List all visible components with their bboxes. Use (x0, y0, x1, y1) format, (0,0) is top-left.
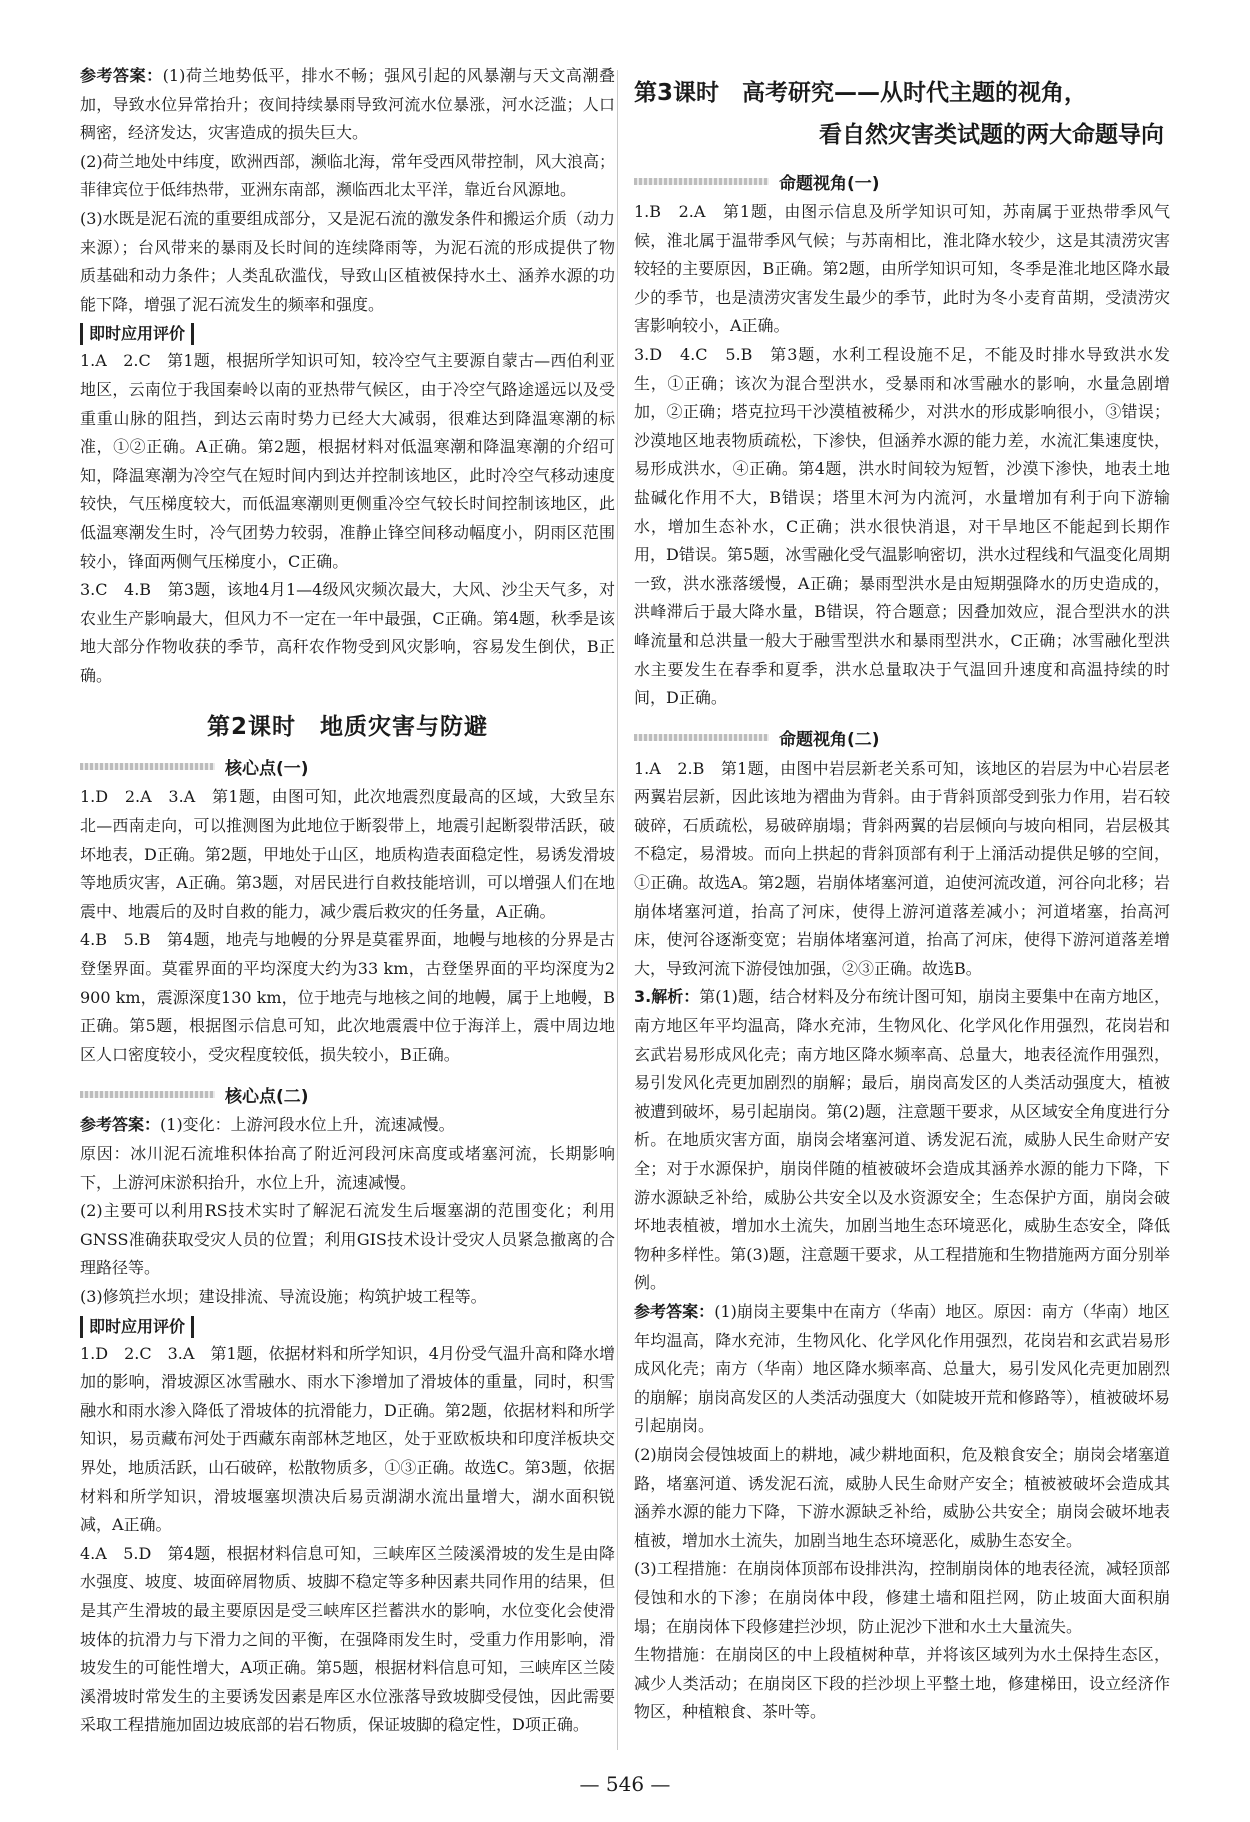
lesson-title: 第3课时 高考研究——从时代主题的视角， 看自然灾害类试题的两大命题导向 (634, 80, 1164, 148)
left-column (80, 62, 615, 1740)
right-column (634, 62, 1170, 1727)
answer-paragraph: 生物措施：在崩岗区的中上段植树种草，并将该区域列为水土保持生态区，减少人类活动；在崩岗区下段的拦沙坝上平整土地，修建梯田，设立经济作物区，种植粮食、茶叶等。 (634, 1645, 1170, 1722)
answer-paragraph: (2)崩岗会侵蚀坡面上的耕地，减少耕地面积，危及粮食安全；崩岗会堵塞道路，堵塞河道、诱发泥石流，威胁人民生命财产安全；植被被破坏会造成其涵养水源的能力下降，下游水源缺乏补给，威胁公共安全；崩岗会破坏地表植被，增加水土流失，加剧当地生态环境恶化，威胁生态安全。 (634, 1444, 1170, 1550)
analysis-paragraph: 3.解析：第(1)题，结合材料及分布统计图可知，崩岗主要集中在南方地区，南方地区年平均温高，降水充沛，生物风化、化学风化作用强烈，花岗岩和玄武岩易形成风化壳；南方地区降水频率高、总量大，地表径流作用强烈，易引发风化壳更加剧烈的崩解；最后，崩岗高发区的人类活动强度大，植被被遭到破坏，易引起崩岗。第(2)题，注意题干要求，从区域安全角度进行分析。在地质灾害方面，崩岗会堵塞河道、诱发泥石流，威胁人民生命财产安全；对于水源保护，崩岗伴随的植被破坏会造成其涵养水源的能力下降，下游水源缺乏补给，威胁公共安全以及水资源安全；生态保护方面，崩岗会破坏地表植被，增加水土流失，加剧当地生态环境恶化，威胁生态安全，降低物种多样性。第(3)题，注意题干要求，从工程措施和生物措施两方面分别举例。 (634, 987, 1170, 1293)
answer-paragraph: 参考答案：(1)变化：上游河段水位上升，流速减慢。 (80, 1115, 455, 1135)
section-label-eval: 即时应用评价 (80, 1316, 194, 1338)
core-paragraph: 1.D 2.A 3.A 第1题，由图可知，此次地震烈度最高的区域，大致呈东北—西南走向，可以推测图为此地位于断裂带上，地震引起断裂带活跃，破坏地表，D正确。第2题，甲地处于山区，地质构造表面稳定性，易诱发滑坡等地质灾害，A正确。第3题，对居民进行自救技能培训，可以增强人们在地震中、地震后的及时自救的能力，减少震后救灾的任务量，A正确。 (80, 787, 616, 921)
answer-paragraph: (2)荷兰地处中纬度，欧洲西部，濒临北海，常年受西风带控制，风大浪高；菲律宾位于低纬热带，亚洲东南部，濒临西北太平洋，靠近台风源地。 (80, 151, 615, 200)
heading-stripe (80, 1091, 215, 1098)
section-heading: 命题视角(二) (634, 725, 1170, 751)
answer-paragraph: (3)修筑拦水坝；建设排流、导流设施；构筑护坡工程等。 (80, 1286, 487, 1306)
heading-stripe (634, 734, 769, 741)
answer-paragraph: (3)水既是泥石流的重要组成部分，又是泥石流的激发条件和搬运介质（动力来源）；台风带来的暴雨及长时间的连续降雨等，为泥石流的形成提供了物质基础和动力条件；人类乱砍滥伐，导致山区植被保持水土、涵养水源的功能下降，增强了泥石流发生的频率和强度。 (80, 208, 615, 314)
answer-paragraph: 参考答案：(1)荷兰地势低平，排水不畅；强风引起的风暴潮与天文高潮叠加，导致水位异常抬升；夜间持续暴雨导致河流水位暴涨，河水泛滥；人口稠密，经济发达，灾害造成的损失巨大。 (80, 66, 615, 143)
core-paragraph: 4.B 5.B 第4题，地壳与地幔的分界是莫霍界面，地幔与地核的分界是古登堡界面。莫霍界面的平均深度大约为33 km，古登堡界面的平均深度为2 900 km，震源深度130 km，位于地壳与地核之间的地幔，属于上地幔，B正确。第5题，根据图示信息可知，此次地震震中位于海洋上，震中周边地区人口密度较小，受灾程度较低，损失较小，B正确。 (80, 930, 615, 1064)
heading-stripe (634, 178, 769, 185)
view-paragraph: 1.B 2.A 第1题，由图示信息及所学知识可知，苏南属于亚热带季风气候，淮北属于温带季风气候；与苏南相比，淮北降水较少，这是其渍涝灾害较轻的主要原因，B正确。第2题，由所学知识可知，冬季是淮北地区降水最少的季节，也是渍涝灾害发生最少的季节，此时为冬小麦育苗期，受渍涝灾害影响较小，A正确。 (634, 202, 1170, 336)
eval-paragraph: 1.D 2.C 3.A 第1题，依据材料和所学知识，4月份受气温升高和降水增加的影响，滑坡源区冰雪融水、雨水下渗增加了滑坡体的重量，同时，积雪融水和雨水渗入降低了滑坡体的抗滑能力，D正确。第2题，依据材料和所学知识，易贡藏布河处于西藏东南部林芝地区，处于亚欧板块和印度洋板块交界处，地质活跃，山石破碎，松散物质多，①③正确。故选C。第3题，依据材料和所学知识，滑坡堰塞坝溃决后易贡湖湖水流出量增大，湖水面积锐减，A正确。 (80, 1343, 616, 1535)
lesson-title: 第2课时 地质灾害与防避 (206, 714, 488, 741)
answer-paragraph: (3)工程措施：在崩岗体顶部布设排洪沟，控制崩岗体的地表径流，减轻顶部侵蚀和水的下渗；在崩岗体中段，修建土墙和阻拦网，防止坡面大面积崩塌；在崩岗体下段修建拦沙坝，防止泥沙下泄和水土大量流失。 (634, 1559, 1170, 1636)
section-heading: 核心点(一) (80, 753, 615, 779)
view-paragraph: 1.A 2.B 第1题，由图中岩层新老关系可知，该地区的岩层为中心岩层老两翼岩层新，因此该地为褶曲为背斜。由于背斜顶部受到张力作用，岩石较破碎，石质疏松，易破碎崩塌；背斜两翼的岩层倾向与坡向相同，岩层极其不稳定，易滑坡。而向上拱起的背斜顶部有利于上涌活动提供足够的空间，①正确。故选A。第2题，岩崩体堵塞河道，迫使河流改道，河谷向北移；岩崩体堵塞河道，抬高了河床，使得上游河道落差减小；河道堵塞，抬高河床，使河谷逐渐变宽；岩崩体堵塞河道，抬高了河床，使得下游河道落差增大，导致河流下游侵蚀加强，②③正确。故选B。 (634, 758, 1170, 978)
view-paragraph: 3.D 4.C 5.B 第3题，水利工程设施不足，不能及时排水导致洪水发生，①正确；该次为混合型洪水，受暴雨和冰雪融水的影响，水量急剧增加，②正确；塔克拉玛干沙漠植被稀少，对洪水的形成影响很小，③错误；沙漠地区地表物质疏松，下渗快，但涵养水源的能力差，水流汇集速度快，易形成洪水，④正确。第4题，洪水时间较为短暂，沙漠下渗快，地表土地盐碱化作用不大，B错误；塔里木河为内流河，水量增加有利于向下游输水，增加生态补水，C正确；洪水很快消退，对干旱地区不能起到长期作用，D错误。第5题，冰雪融化受气温影响密切，洪水过程线和气温变化周期一致，洪水涨落缓慢，A正确；暴雨型洪水是由短期强降水的历史造成的，洪峰滞后于最大降水量，B错误，符合题意；因叠加效应，混合型洪水的洪峰流量和总洪量一般大于融雪型洪水和暴雨型洪水，C正确；冰雪融化型洪水主要发生在春季和夏季，洪水总量取决于气温回升速度和高温持续的时间，D正确。 (634, 344, 1170, 708)
section-heading: 核心点(二) (80, 1081, 615, 1107)
answer-paragraph: 参考答案：(1)崩岗主要集中在南方（华南）地区。原因：南方（华南）地区年均温高，降水充沛，生物风化、化学风化作用强烈，花岗岩和玄武岩易形成风化壳；南方（华南）地区降水频率高、总量大，易引发风化壳更加剧烈的崩解；崩岗高发区的人类活动强度大（如陡坡开荒和修路等），植被破坏易引起崩岗。 (634, 1301, 1171, 1436)
answer-paragraph: 原因：冰川泥石流堆积体抬高了附近河段河床高度或堵塞河流，长期影响下，上游河床淤积抬升，水位上升，流速减慢。 (80, 1144, 615, 1192)
page-number: — 546 — (579, 1772, 671, 1796)
heading-stripe (80, 763, 215, 770)
eval-paragraph: 4.A 5.D 第4题，根据材料信息可知，三峡库区兰陵溪滑坡的发生是由降水强度、坡度、坡面碎屑物质、坡脚不稳定等多种因素共同作用的结果，但是其产生滑坡的最主要原因是受三峡库区拦蓄洪水的影响，水位变化会使滑坡体的抗滑力与下滑力之间的平衡，在强降雨发生时，受重力作用影响，滑坡发生的可能性增大，A项正确。第5题，根据材料信息可知，三峡库区兰陵溪滑坡时常发生的主要诱发因素是库区水位涨落导致坡脚受侵蚀，因此需要采取工程措施加固边坡底部的岩石物质，保证坡脚的稳定性，D项正确。 (80, 1543, 615, 1735)
eval-paragraph: 1.A 2.C 第1题，根据所学知识可知，较冷空气主要源自蒙古—西伯利亚地区，云南位于我国秦岭以南的亚热带气候区，由于冷空气路途遥远以及受重重山脉的阻挡，到达云南时势力已经大大减弱，很难达到降温寒潮的标准，①②正确。A正确。第2题，根据材料对低温寒潮和降温寒潮的介绍可知，降温寒潮为冷空气在短时间内到达并控制该地区，此时冷空气移动速度较快，气压梯度较大，而低温寒潮则更侧重冷空气较长时间控制该地区，此低温寒潮发生时，冷气团势力较弱，准静止锋空间移动幅度小，阴雨区范围较小，锋面两侧气压梯度小，C正确。 (80, 351, 615, 571)
section-label-eval: 即时应用评价 (80, 323, 194, 345)
column-divider (617, 70, 618, 1750)
answer-paragraph: (2)主要可以利用RS技术实时了解泥石流发生后堰塞湖的范围变化；利用GNSS准确获取受灾人员的位置；利用GIS技术设计受灾人员紧急撤离的合理路径等。 (80, 1201, 615, 1278)
section-heading: 命题视角(一) (634, 168, 1170, 194)
eval-paragraph: 3.C 4.B 第3题，该地4月1—4级风灾频次最大，大风、沙尘天气多，对农业生产影响最大，但风力不一定在一年中最强，C正确。第4题，秋季是该地大部分作物收获的季节，高秆农作物受到风灾影响，容易发生倒伏，B正确。 (80, 580, 615, 685)
